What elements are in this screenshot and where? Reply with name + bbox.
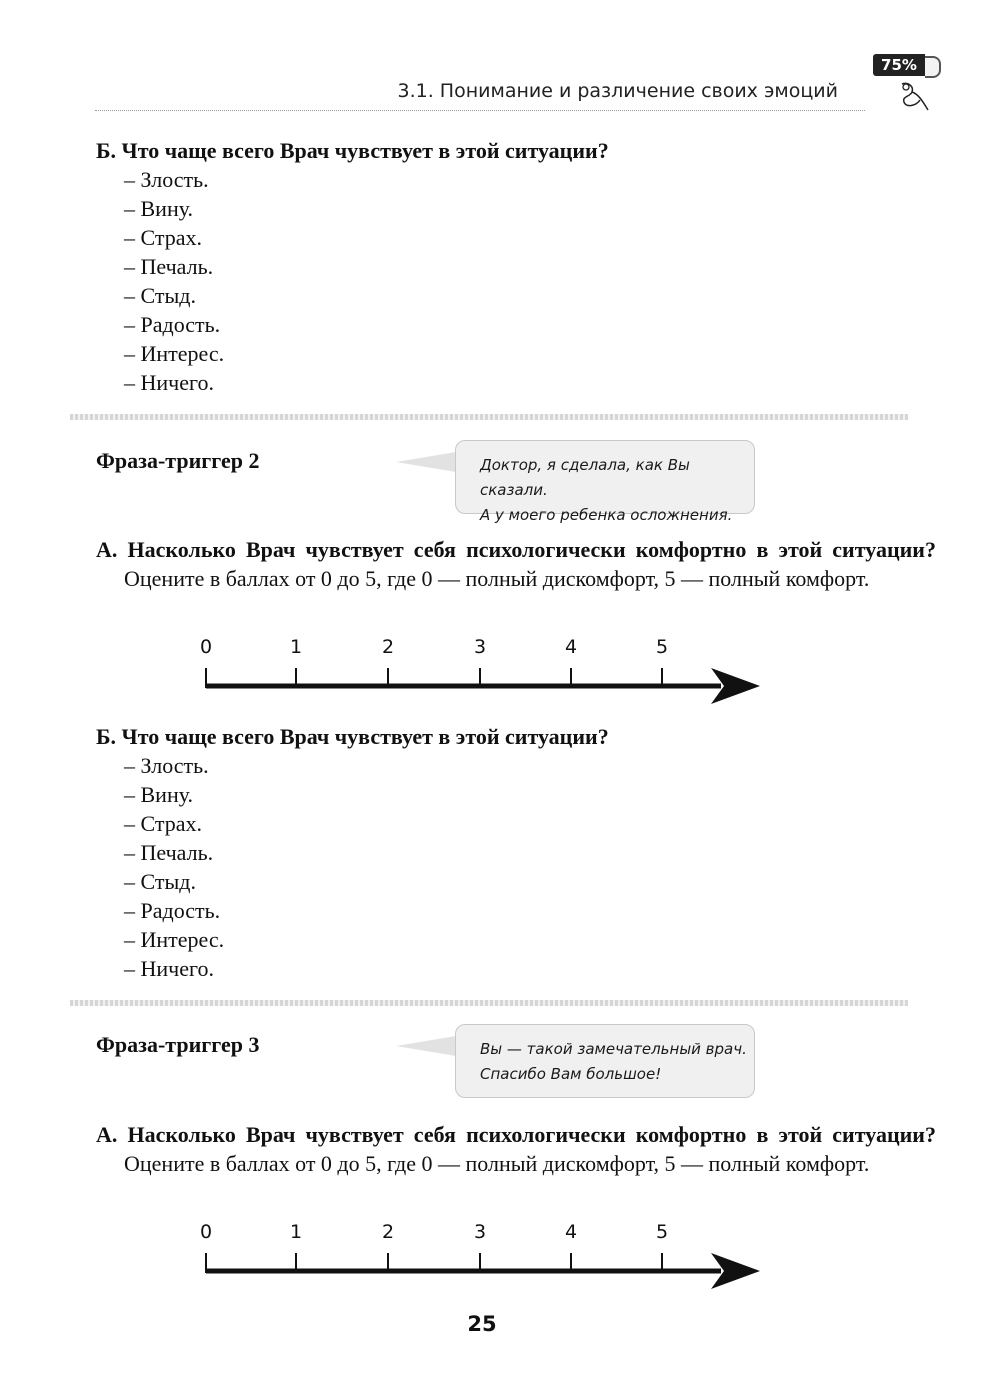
question-a-2	[96, 535, 936, 593]
option-shame: – Стыд.	[124, 283, 196, 308]
comfort-scale-3	[196, 1215, 766, 1295]
scale-2-axis-arrow	[196, 660, 766, 710]
scale-3-label-5: 5	[655, 1221, 669, 1243]
speech-bubble-tail-icon	[396, 452, 456, 472]
option-sadness: – Печаль.	[124, 254, 214, 279]
progress-badge: 75%	[873, 54, 925, 76]
comfort-scale-2	[196, 630, 766, 710]
section-title: 3.1. Понимание и различение своих эмоций	[397, 80, 838, 102]
scale-3-label-2: 2	[381, 1221, 395, 1243]
option-anger: – Злость.	[124, 167, 209, 192]
section-separator	[70, 1000, 908, 1006]
scale-2-label-1: 1	[289, 636, 303, 658]
option-joy: – Радость.	[124, 312, 221, 337]
option-nothing: – Ничего.	[124, 956, 214, 981]
question-a-3-rest: Оцените в баллах от 0 до 5, где 0 — полный дискомфорт, 5 — полный комфорт.	[124, 1151, 870, 1176]
scale-2-label-5: 5	[655, 636, 669, 658]
question-a-2-bold: А. Насколько Врач чувствует себя психологически комфортно в этой ситуации?	[96, 537, 936, 562]
option-guilt: – Вину.	[124, 782, 194, 807]
mascot-icon	[892, 78, 937, 114]
question-a-2-rest: Оцените в баллах от 0 до 5, где 0 — полный дискомфорт, 5 — полный комфорт.	[124, 566, 870, 591]
scale-3-axis-arrow	[196, 1245, 766, 1295]
option-joy: – Радость.	[124, 898, 221, 923]
bubble-2-line-1: Доктор, я сделала, как Вы сказали.	[480, 456, 690, 499]
option-fear: – Страх.	[124, 225, 203, 250]
question-b-1: Б. Что чаще всего Врач чувствует в этой ситуации?	[96, 138, 609, 163]
option-fear: – Страх.	[124, 811, 203, 836]
option-nothing: – Ничего.	[124, 370, 214, 395]
option-sadness: – Печаль.	[124, 840, 214, 865]
scale-3-label-1: 1	[289, 1221, 303, 1243]
emotion-options-1	[124, 165, 224, 397]
option-interest: – Интерес.	[124, 341, 225, 366]
scale-2-label-4: 4	[564, 636, 578, 658]
scale-3-label-3: 3	[473, 1221, 487, 1243]
scale-2-label-0: 0	[199, 636, 213, 658]
speech-bubble-3	[455, 1024, 755, 1098]
question-b-2: Б. Что чаще всего Врач чувствует в этой ситуации?	[96, 724, 609, 749]
speech-bubble-2	[455, 440, 755, 524]
bubble-3-line-2: Спасибо Вам большое!	[480, 1065, 662, 1083]
scale-3-label-4: 4	[564, 1221, 578, 1243]
trigger-2-label: Фраза-триггер 2	[96, 448, 260, 473]
bubble-3-line-1: Вы — такой замечательный врач.	[480, 1040, 747, 1058]
header-divider	[95, 110, 865, 111]
section-separator	[70, 414, 908, 420]
page-number: 25	[467, 1312, 497, 1336]
bubble-2-line-2: А у моего ребенка осложнения.	[480, 506, 733, 524]
battery-tip-icon	[925, 56, 941, 78]
emotion-options-2	[124, 751, 224, 983]
scale-2-label-3: 3	[473, 636, 487, 658]
trigger-3-label: Фраза-триггер 3	[96, 1032, 260, 1057]
option-anger: – Злость.	[124, 753, 209, 778]
scale-3-label-0: 0	[199, 1221, 213, 1243]
scale-2-label-2: 2	[381, 636, 395, 658]
option-interest: – Интерес.	[124, 927, 225, 952]
question-a-3-bold: А. Насколько Врач чувствует себя психологически комфортно в этой ситуации?	[96, 1122, 936, 1147]
question-a-3	[96, 1120, 936, 1178]
speech-bubble-tail-icon	[396, 1036, 456, 1056]
option-guilt: – Вину.	[124, 196, 194, 221]
option-shame: – Стыд.	[124, 869, 196, 894]
